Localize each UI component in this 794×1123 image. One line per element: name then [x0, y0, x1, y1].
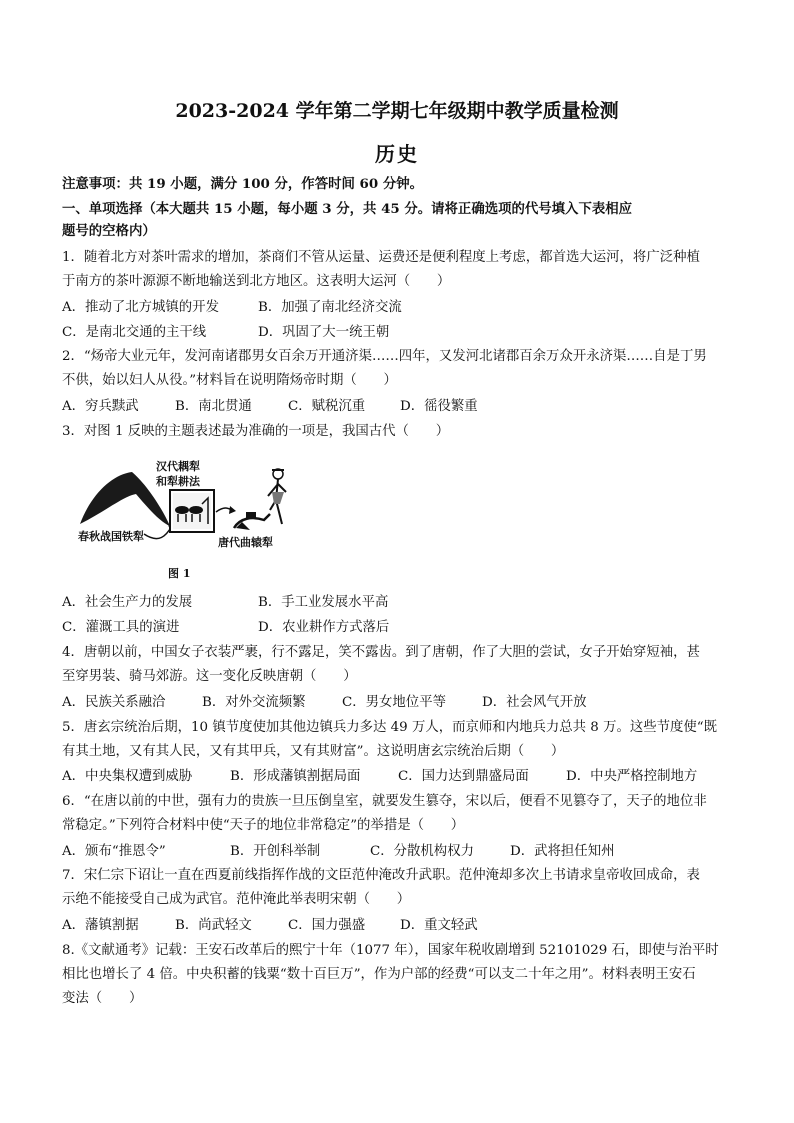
- q4-option-c: C．男女地位平等: [342, 695, 446, 710]
- question-1-stem: 1．随着北方对茶叶需求的增加，茶商们不管从运量、运费还是便利程度上考虑，都首选大运河，将广泛种植: [62, 250, 700, 265]
- q4-option-a: A．民族关系融洽: [62, 695, 166, 710]
- fig-label-iron-plough: 春秋战国铁犁: [78, 530, 144, 543]
- section-heading: 一、单项选择（本大题共 15 小题，每小题 3 分，共 45 分。请将正确选项的代号填入下表相应: [62, 201, 633, 217]
- q3-option-b: B．手工业发展水平高: [258, 595, 389, 610]
- question-4-stem-cont: 至穿男装、骑马郊游。这一变化反映唐朝（ ）: [62, 669, 357, 684]
- question-6-stem: 6．“在唐以前的中世，强有力的贵族一旦压倒皇室，就要发生篡夺，宋以后，便看不见篡夺了，天子的地位非: [62, 794, 707, 809]
- question-8-stem-cont: 相比也增长了 4 倍。中央积蓄的钱粟“数十百巨万”，作为户部的经费“可以支二十年之用”。材料表明王安石: [62, 967, 696, 982]
- q1-option-d: D．巩固了大一统王朝: [258, 325, 390, 340]
- exam-title: 2023-2024 学年第二学期七年级期中教学质量检测: [175, 100, 619, 122]
- question-4-stem: 4．唐朝以前，中国女子衣装严裹，行不露足，笑不露齿。到了唐朝，作了大胆的尝试，女子开始穿短袖，甚: [62, 645, 700, 660]
- q6-option-d: D．武将担任知州: [510, 844, 615, 859]
- subject-title: 历史: [375, 142, 419, 166]
- q7-option-c: C．国力强盛: [288, 918, 366, 933]
- q7-option-a: A．藩镇割据: [62, 918, 139, 933]
- q6-option-b: B．开创科举制: [230, 844, 321, 859]
- q2-option-c: C．赋税沉重: [288, 399, 366, 414]
- section-heading-cont: 题号的空格内）: [62, 223, 156, 239]
- fig-label-han-1: 汉代耦犁: [156, 460, 200, 473]
- q5-option-a: A．中央集权遭到威胁: [62, 769, 193, 784]
- question-3-stem: 3．对图 1 反映的主题表述最为准确的一项是，我国古代（ ）: [62, 424, 450, 439]
- q7-option-d: D．重文轻武: [400, 918, 478, 933]
- question-6-stem-cont: 常稳定。”下列符合材料中使“天子的地位非常稳定”的举措是（ ）: [62, 818, 465, 833]
- q2-option-a: A．穷兵黩武: [62, 399, 139, 414]
- question-8-stem-cont2: 变法（ ）: [62, 991, 143, 1006]
- question-2-stem: 2．“炀帝大业元年，发河南诸郡男女百余万开通济渠……四年，又发河北诸郡百余万众开永济渠……自是丁男: [62, 349, 707, 364]
- q5-option-b: B．形成藩镇割据局面: [230, 769, 361, 784]
- question-1-stem-cont: 于南方的茶叶源源不断地输送到北方地区。这表明大运河（ ）: [62, 274, 451, 289]
- fig-label-tang-plough: 唐代曲辕犁: [218, 536, 273, 549]
- q4-option-b: B．对外交流频繁: [202, 695, 306, 710]
- question-7-stem: 7．宋仁宗下诏让一直在西夏前线指挥作战的文臣范仲淹改升武职。范仲淹却多次上书请求皇帝收回成命，表: [62, 868, 700, 883]
- q3-option-a: A．社会生产力的发展: [62, 595, 193, 610]
- plough-figure: [74, 452, 294, 582]
- question-8-stem: 8.《文献通考》记载：王安石改革后的熙宁十年（1077 年），国家年税收剧增到 52101029 石，即使与治平时: [62, 943, 719, 958]
- question-5-stem-cont: 有其土地，又有其人民，又有其甲兵，又有其财富”。这说明唐玄宗统治后期（ ）: [62, 744, 565, 759]
- q1-option-b: B．加强了南北经济交流: [258, 300, 402, 315]
- q7-option-b: B．尚武轻文: [175, 918, 252, 933]
- q6-option-c: C．分散机构权力: [370, 844, 474, 859]
- q3-option-d: D．农业耕作方式落后: [258, 620, 390, 635]
- q4-option-d: D．社会风气开放: [482, 695, 587, 710]
- fig-label-han-2: 和犁耕法: [156, 475, 200, 488]
- q2-option-d: D．徭役繁重: [400, 399, 478, 414]
- q1-option-c: C．是南北交通的主干线: [62, 325, 207, 340]
- q1-option-a: A．推动了北方城镇的开发: [62, 300, 219, 315]
- question-2-stem-cont: 不供，始以妇人从役。”材料旨在说明隋炀帝时期（ ）: [62, 373, 397, 388]
- q6-option-a: A．颁布“推恩令”: [62, 844, 166, 859]
- notice-text: 注意事项：共 19 小题，满分 100 分，作答时间 60 分钟。: [62, 176, 424, 192]
- question-7-stem-cont: 示绝不能接受自己成为武官。范仲淹此举表明宋朝（ ）: [62, 892, 411, 907]
- figure-caption: 图 1: [168, 567, 191, 580]
- q2-option-b: B．南北贯通: [175, 399, 252, 414]
- question-5-stem: 5．唐玄宗统治后期，10 镇节度使加其他边镇兵力多达 49 万人，而京师和内地兵力总共 8 万。这些节度使“既: [62, 720, 718, 735]
- q3-option-c: C．灌溉工具的演进: [62, 620, 180, 635]
- q5-option-c: C．国力达到鼎盛局面: [398, 769, 529, 784]
- q5-option-d: D．中央严格控制地方: [566, 769, 698, 784]
